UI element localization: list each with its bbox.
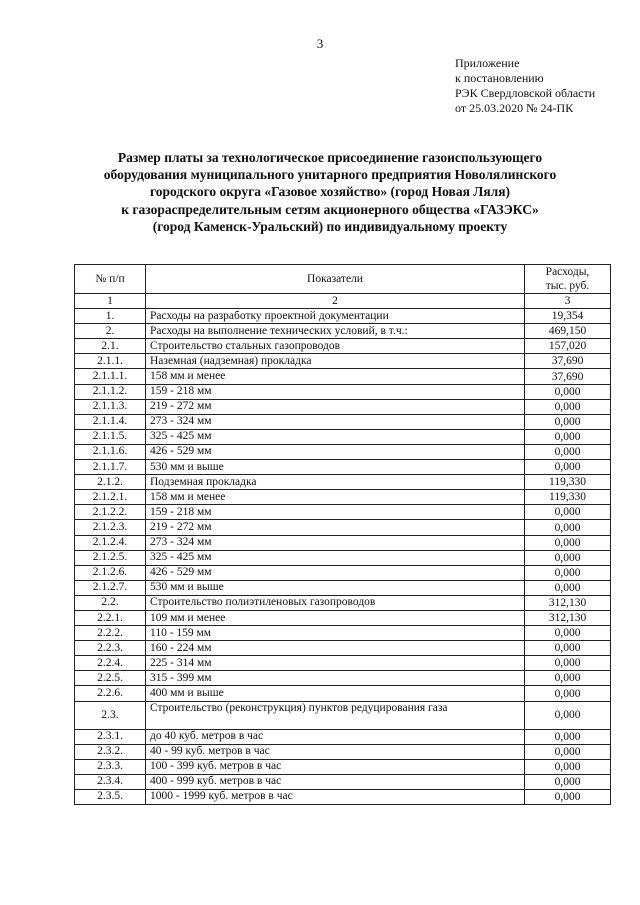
row-value: 312,130 xyxy=(525,610,611,625)
appendix-line: РЭК Свердловской области xyxy=(455,86,596,100)
row-number: 2.1.2.2. xyxy=(75,505,146,520)
table-row xyxy=(75,610,611,625)
row-value: 0,000 xyxy=(525,399,611,414)
table-row xyxy=(75,671,611,686)
row-indicator: 160 - 224 мм xyxy=(146,641,525,656)
row-value: 0,000 xyxy=(525,505,611,520)
row-value: 0,000 xyxy=(525,671,611,686)
row-indicator: 273 - 324 мм xyxy=(146,535,525,550)
header-value xyxy=(525,265,611,294)
row-value: 0,000 xyxy=(525,565,611,580)
row-indicator: 530 мм и выше xyxy=(146,460,525,475)
page-number: 3 xyxy=(316,36,324,51)
row-value: 37,690 xyxy=(525,354,611,369)
row-number: 2.2.1. xyxy=(75,610,146,625)
table-row xyxy=(75,550,611,565)
row-indicator: до 40 куб. метров в час xyxy=(146,729,525,744)
column-index-3: 3 xyxy=(525,294,611,309)
table-row xyxy=(75,444,611,459)
table-row xyxy=(75,399,611,414)
row-number: 2.1.2.5. xyxy=(75,550,146,565)
table-row xyxy=(75,414,611,429)
table-row xyxy=(75,384,611,399)
row-indicator: Строительство полиэтиленовых газопроводов xyxy=(146,595,525,610)
row-number: 2.2.5. xyxy=(75,671,146,686)
table-row xyxy=(75,701,611,729)
row-number: 2.2.2. xyxy=(75,626,146,641)
row-number: 2.1.1.7. xyxy=(75,460,146,475)
row-number: 2.1.1. xyxy=(75,354,146,369)
appendix-line: Приложение xyxy=(455,56,520,70)
table-row xyxy=(75,535,611,550)
row-number: 2.1.1.5. xyxy=(75,429,146,444)
row-indicator: 1000 - 1999 куб. метров в час xyxy=(146,789,525,804)
table-row xyxy=(75,774,611,789)
row-value: 0,000 xyxy=(525,429,611,444)
table-row xyxy=(75,309,611,324)
row-value: 0,000 xyxy=(525,701,611,729)
row-indicator: 225 - 314 мм xyxy=(146,656,525,671)
row-number: 2.1.1.3. xyxy=(75,399,146,414)
table-row xyxy=(75,595,611,610)
row-number: 2.1.2.1. xyxy=(75,490,146,505)
row-indicator: Наземная (надземная) прокладка xyxy=(146,354,525,369)
row-value: 0,000 xyxy=(525,384,611,399)
row-number: 2.2.6. xyxy=(75,686,146,701)
header-value-line1: Расходы, xyxy=(545,266,590,278)
title-line: к газораспределительным сетям акционерного общества «ГАЗЭКС» xyxy=(121,201,539,217)
row-number: 2.2.3. xyxy=(75,641,146,656)
row-value: 0,000 xyxy=(525,580,611,595)
column-index-1: 1 xyxy=(75,294,146,309)
row-number: 2. xyxy=(75,324,146,339)
row-value: 0,000 xyxy=(525,641,611,656)
row-number: 2.1. xyxy=(75,339,146,354)
row-number: 2.1.1.2. xyxy=(75,384,146,399)
row-indicator: 100 - 399 куб. метров в час xyxy=(146,759,525,774)
row-indicator: 159 - 218 мм xyxy=(146,384,525,399)
row-indicator: 158 мм и менее xyxy=(146,490,525,505)
title-line: Размер платы за технологическое присоединение газоиспользующего xyxy=(117,150,543,165)
table-row xyxy=(75,789,611,804)
row-indicator: 426 - 529 мм xyxy=(146,444,525,459)
row-number: 2.1.1.6. xyxy=(75,444,146,459)
row-indicator: 315 - 399 мм xyxy=(146,671,525,686)
table-row xyxy=(75,641,611,656)
row-indicator: 325 - 425 мм xyxy=(146,429,525,444)
title-line: оборудования муниципального унитарного предприятия Новолялинского xyxy=(103,167,557,183)
row-indicator: 158 мм и менее xyxy=(146,369,525,384)
row-value: 0,000 xyxy=(525,774,611,789)
row-indicator: 273 - 324 мм xyxy=(146,414,525,429)
table-row xyxy=(75,429,611,444)
row-value: 0,000 xyxy=(525,626,611,641)
table-row xyxy=(75,505,611,520)
appendix-block xyxy=(455,56,595,116)
row-number: 2.3.5. xyxy=(75,789,146,804)
row-value: 0,000 xyxy=(525,729,611,744)
row-number: 2.3.4. xyxy=(75,774,146,789)
title-line: (город Каменск-Уральский) по индивидуальному проекту xyxy=(152,218,508,234)
table-row xyxy=(75,759,611,774)
table-row xyxy=(75,369,611,384)
row-value: 0,000 xyxy=(525,789,611,804)
row-indicator: 40 - 99 куб. метров в час xyxy=(146,744,525,759)
table-row xyxy=(75,729,611,744)
row-value: 0,000 xyxy=(525,460,611,475)
row-number: 2.3.3. xyxy=(75,759,146,774)
row-number: 2.1.2.6. xyxy=(75,565,146,580)
row-indicator: Строительство (реконструкция) пунктов редуцирования газа xyxy=(146,701,525,729)
column-index-2: 2 xyxy=(146,294,525,309)
row-value: 119,330 xyxy=(525,475,611,490)
row-value: 157,020 xyxy=(525,339,611,354)
row-value: 312,130 xyxy=(525,595,611,610)
table-row xyxy=(75,565,611,580)
row-number: 2.1.2. xyxy=(75,475,146,490)
table-row xyxy=(75,339,611,354)
fee-table xyxy=(74,264,611,805)
row-value: 0,000 xyxy=(525,686,611,701)
row-value: 0,000 xyxy=(525,444,611,459)
appendix-line: к постановлению xyxy=(455,71,544,85)
row-number: 2.1.1.4. xyxy=(75,414,146,429)
table-row xyxy=(75,490,611,505)
row-number: 2.3. xyxy=(75,701,146,729)
row-indicator: 110 - 159 мм xyxy=(146,626,525,641)
row-number: 2.1.2.4. xyxy=(75,535,146,550)
row-number: 2.3.2. xyxy=(75,744,146,759)
row-number: 2.3.1. xyxy=(75,729,146,744)
row-number: 2.1.1.1. xyxy=(75,369,146,384)
row-indicator: 325 - 425 мм xyxy=(146,550,525,565)
row-indicator: 109 мм и менее xyxy=(146,610,525,625)
row-value: 0,000 xyxy=(525,535,611,550)
row-indicator: Расходы на выполнение технических условий, в т.ч.: xyxy=(146,324,525,339)
row-indicator: Расходы на разработку проектной документации xyxy=(146,309,525,324)
row-number: 2.2. xyxy=(75,595,146,610)
row-indicator: 159 - 218 мм xyxy=(146,505,525,520)
row-indicator: 530 мм и выше xyxy=(146,580,525,595)
table-row xyxy=(75,686,611,701)
header-num: № п/п xyxy=(75,265,146,294)
row-value: 469,150 xyxy=(525,324,611,339)
table-row xyxy=(75,354,611,369)
row-indicator: 400 - 999 куб. метров в час xyxy=(146,774,525,789)
row-value: 0,000 xyxy=(525,744,611,759)
table-row xyxy=(75,324,611,339)
table-row xyxy=(75,475,611,490)
table-row xyxy=(75,580,611,595)
row-number: 2.2.4. xyxy=(75,656,146,671)
row-value: 0,000 xyxy=(525,759,611,774)
row-value: 119,330 xyxy=(525,490,611,505)
row-value: 37,690 xyxy=(525,369,611,384)
row-indicator: 426 - 529 мм xyxy=(146,565,525,580)
table-row xyxy=(75,460,611,475)
header-indicator: Показатели xyxy=(146,265,525,294)
appendix-line: от 25.03.2020 № 24-ПК xyxy=(455,101,574,115)
table-row xyxy=(75,520,611,535)
table-row xyxy=(75,744,611,759)
column-index-row xyxy=(75,294,611,309)
row-indicator: 400 мм и выше xyxy=(146,686,525,701)
table-row xyxy=(75,626,611,641)
row-value: 0,000 xyxy=(525,550,611,565)
row-number: 2.1.2.7. xyxy=(75,580,146,595)
title-line: городского округа «Газовое хозяйство» (город Новая Ляля) xyxy=(149,184,511,200)
row-value: 0,000 xyxy=(525,414,611,429)
row-value: 0,000 xyxy=(525,656,611,671)
table-header-row xyxy=(75,265,611,294)
document-title xyxy=(60,149,600,235)
row-number: 1. xyxy=(75,309,146,324)
row-number: 2.1.2.3. xyxy=(75,520,146,535)
row-indicator: Подземная прокладка xyxy=(146,475,525,490)
table-row xyxy=(75,656,611,671)
row-indicator: Строительство стальных газопроводов xyxy=(146,339,525,354)
row-indicator: 219 - 272 мм xyxy=(146,399,525,414)
row-value: 0,000 xyxy=(525,520,611,535)
row-value: 19,354 xyxy=(525,309,611,324)
header-value-line2: тыс. руб. xyxy=(545,280,590,292)
row-indicator: 219 - 272 мм xyxy=(146,520,525,535)
